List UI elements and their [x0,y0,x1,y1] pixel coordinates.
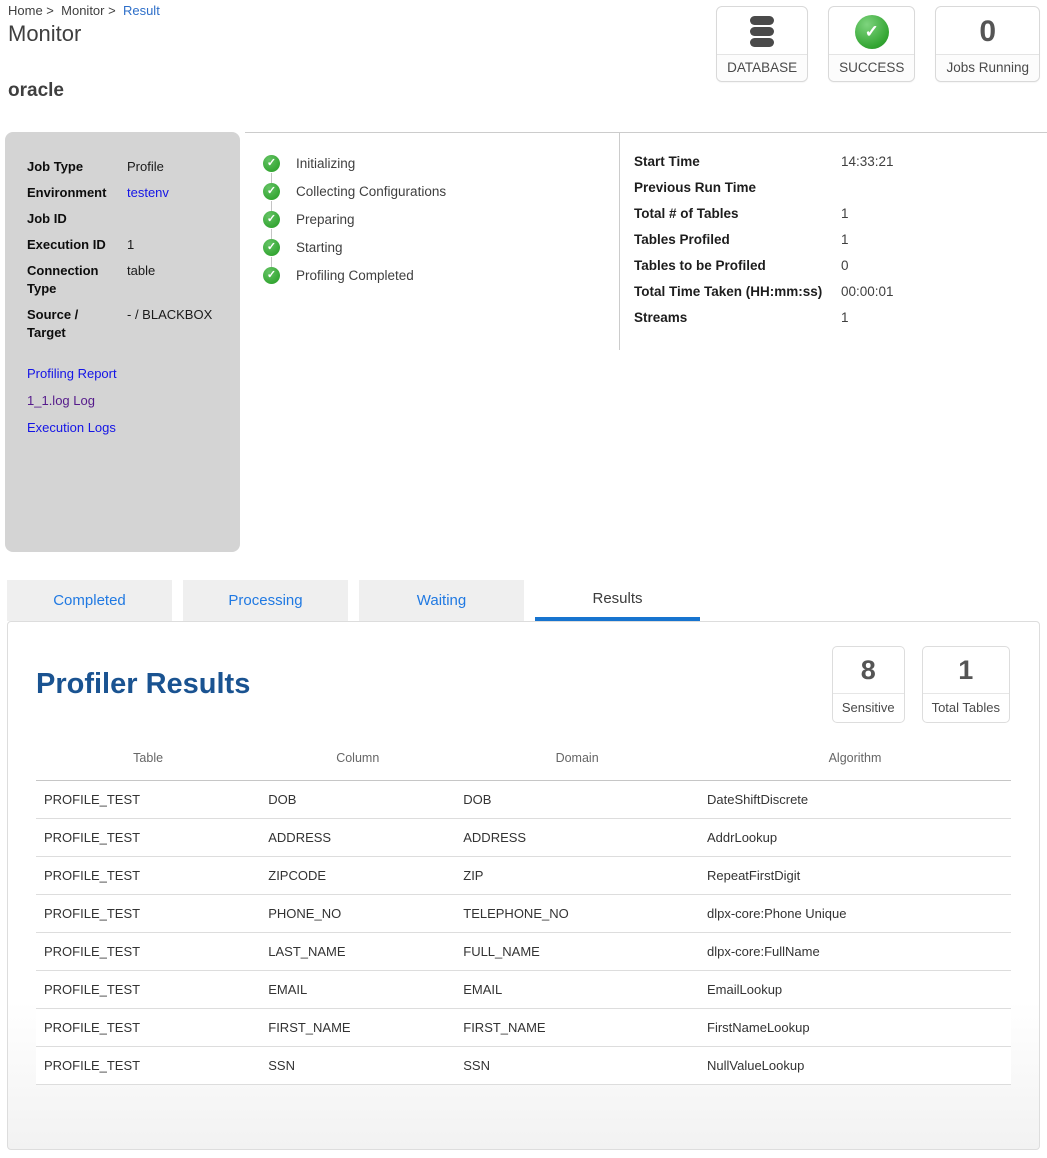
progress-step [263,177,619,205]
table-header-row [36,739,1011,781]
tab[interactable]: Results [535,580,700,621]
job-field-label: Environment [27,184,107,200]
cell-algorithm: RepeatFirstDigit [699,857,1011,895]
table-row [36,781,1011,819]
cell-column: DOB [260,781,455,819]
cell-column: ZIPCODE [260,857,455,895]
tab[interactable]: Waiting [359,580,524,621]
cell-algorithm: EmailLookup [699,971,1011,1009]
cell-domain: ADDRESS [455,819,699,857]
table-row [36,933,1011,971]
job-field-label: Execution ID [27,236,106,252]
metric-card [832,646,905,723]
cell-column: SSN [260,1047,455,1085]
table-row [36,895,1011,933]
progress-steps [245,133,619,289]
job-field-label: Job Type [27,159,84,174]
cell-table: PROFILE_TEST [36,1009,260,1047]
breadcrumb-separator: > [104,3,120,18]
cell-domain: TELEPHONE_NO [455,895,699,933]
table-row [36,971,1011,1009]
breadcrumb-label[interactable]: Monitor [61,3,105,18]
job-field-value: Profile [127,159,164,174]
job-link[interactable]: Profiling Report [27,365,117,381]
cell-algorithm: dlpx-core:FullName [699,933,1011,971]
job-field-label: Job ID [27,210,67,226]
progress-step [263,261,619,289]
run-stat-value: 1 [841,206,849,221]
cell-column: EMAIL [260,971,455,1009]
connector-name: oracle [8,80,64,101]
run-stat-row [634,310,1047,325]
table-header-cell: Table [36,739,260,781]
page-header [0,0,1047,102]
cell-algorithm: AddrLookup [699,819,1011,857]
run-stat-label: Total # of Tables [634,206,739,221]
run-stats [619,133,1047,350]
table-row [36,819,1011,857]
status-cards [716,6,1040,82]
job-field [27,306,220,342]
cell-column: LAST_NAME [260,933,455,971]
run-stat-label: Start Time [634,154,700,169]
cell-algorithm: DateShiftDiscrete [699,781,1011,819]
step-success-icon: ✓ [263,211,280,228]
job-field [27,262,220,298]
database-card-label: DATABASE [717,54,807,81]
page-title: Monitor [8,21,82,46]
tabs [7,580,1047,621]
job-field-value: table [127,262,156,278]
run-stat-row [634,206,1047,221]
cell-table: PROFILE_TEST [36,781,260,819]
job-field [27,184,220,202]
run-stat-label: Tables to be Profiled [634,258,766,273]
job-link[interactable]: Execution Logs [27,419,116,435]
breadcrumb-item[interactable] [8,3,58,18]
cell-domain: EMAIL [455,971,699,1009]
tab[interactable]: Completed [7,580,172,621]
job-summary-panel [5,132,240,552]
progress-step-label: Starting [296,239,343,255]
run-stat-value: 1 [841,310,849,325]
step-success-icon: ✓ [263,267,280,284]
job-field-value[interactable]: testenv [127,184,169,200]
job-field-value: - / BLACKBOX [127,306,213,322]
table-row [36,1009,1011,1047]
run-stat-value: 00:00:01 [841,284,894,299]
run-stat-row [634,258,1047,273]
results-title: Profiler Results [36,668,251,700]
cell-table: PROFILE_TEST [36,971,260,1009]
results-header [8,655,1039,715]
metric-card-value: 8 [833,647,904,694]
metric-card-value: 1 [923,647,1009,694]
cell-column: ADDRESS [260,819,455,857]
cell-domain: DOB [455,781,699,819]
success-check-icon: ✓ [855,15,889,49]
cell-table: PROFILE_TEST [36,933,260,971]
profiler-results-table [36,739,1011,1085]
job-fields [27,158,220,342]
run-stat-value: 14:33:21 [841,154,894,169]
step-success-icon: ✓ [263,183,280,200]
cell-column: FIRST_NAME [260,1009,455,1047]
metric-card-label: Total Tables [931,699,1000,715]
progress-step [263,149,619,177]
cell-table: PROFILE_TEST [36,1047,260,1085]
job-summary-section [0,132,1047,552]
run-stat-value: 1 [841,232,849,247]
cell-table: PROFILE_TEST [36,819,260,857]
cell-table: PROFILE_TEST [36,895,260,933]
breadcrumb-item[interactable] [123,3,160,18]
metric-card [922,646,1010,723]
step-success-icon: ✓ [263,239,280,256]
cell-algorithm: NullValueLookup [699,1047,1011,1085]
run-stat-label: Tables Profiled [634,232,730,247]
jobs-running-count: 0 [979,14,997,48]
run-stat-label: Total Time Taken (HH:mm:ss) [634,284,823,299]
database-card [716,6,808,82]
run-stat-row [634,180,1047,195]
progress-step-label: Collecting Configurations [296,183,447,199]
cell-table: PROFILE_TEST [36,857,260,895]
table-row [36,857,1011,895]
run-stat-label: Streams [634,310,688,325]
run-stat-label: Previous Run Time [634,180,757,195]
breadcrumb-label[interactable]: Result [122,3,160,18]
jobs-running-label: Jobs Running [936,54,1039,81]
metric-card-label: Sensitive [841,699,895,715]
database-icon [717,7,807,54]
progress-step-label: Profiling Completed [296,267,414,283]
step-success-icon: ✓ [263,155,280,172]
run-stat-row [634,232,1047,247]
cell-domain: ZIP [455,857,699,895]
cell-algorithm: dlpx-core:Phone Unique [699,895,1011,933]
progress-step [263,233,619,261]
job-field-label: Source / Target [27,306,79,340]
job-field [27,158,220,176]
table-row [36,1047,1011,1085]
cell-algorithm: FirstNameLookup [699,1009,1011,1047]
table-body [36,781,1011,1085]
tab[interactable]: Processing [183,580,348,621]
job-field [27,236,220,254]
job-link[interactable]: 1_1.log Log [27,392,95,408]
cell-domain: FULL_NAME [455,933,699,971]
cell-column: PHONE_NO [260,895,455,933]
progress-step-label: Initializing [296,155,356,171]
cell-domain: FIRST_NAME [455,1009,699,1047]
breadcrumb-separator: > [42,3,58,18]
breadcrumb-item[interactable] [61,3,119,18]
progress-step-label: Preparing [296,211,355,227]
results-metric-cards [832,646,1010,723]
run-stat-row [634,154,1047,169]
run-stat-row [634,284,1047,299]
cell-domain: SSN [455,1047,699,1085]
table-header-cell: Column [260,739,455,781]
job-status-card [828,6,915,82]
jobs-running-card [935,6,1040,82]
table-header-cell: Domain [455,739,699,781]
job-field-value: 1 [127,236,135,252]
job-field-label: Connection Type [27,262,99,296]
run-stat-value: 0 [841,258,849,273]
job-field [27,210,220,228]
job-status-label: SUCCESS [829,54,914,81]
job-links [27,366,220,435]
results-panel [7,621,1040,1150]
breadcrumb-label[interactable]: Home [8,3,43,18]
run-detail [245,132,1047,552]
table-header-cell: Algorithm [699,739,1011,781]
progress-step [263,205,619,233]
